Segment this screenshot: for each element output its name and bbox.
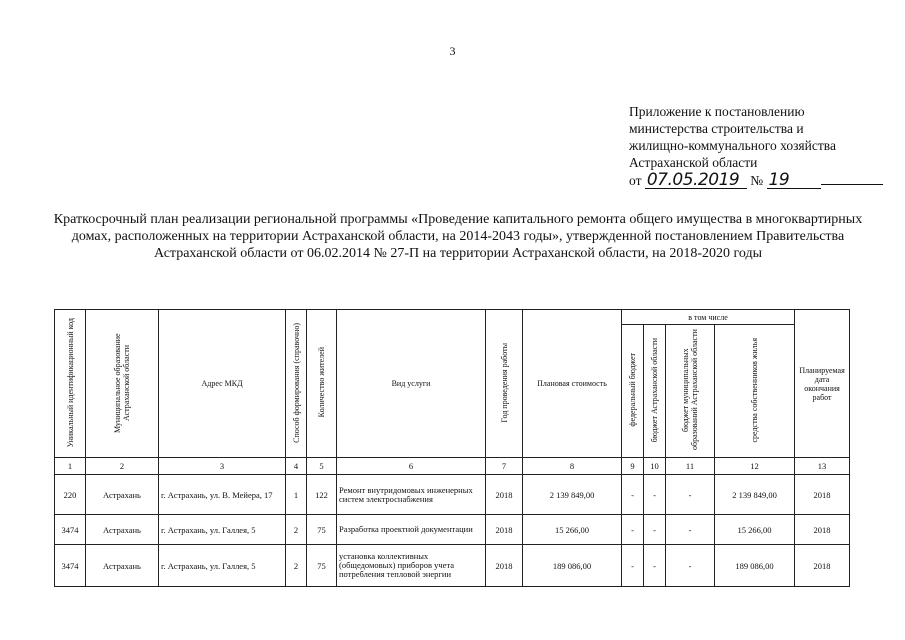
header-municipal-budget: бюджет муниципальных образований Астраханской области [666, 325, 715, 458]
column-number-row [55, 458, 850, 475]
cell-address: г. Астрахань, ул. В. Мейера, 17 [159, 475, 286, 515]
header-owners-funds: средства собственников жилья [715, 325, 795, 458]
header-formation-method: Способ формирования (справочно) [286, 310, 307, 458]
cell-year: 2018 [486, 515, 523, 545]
header-municipality: Муниципальное образование Астраханской области [86, 310, 159, 458]
cell-service: Ремонт внутридомовых инженерных систем электроснабжения [337, 475, 486, 515]
header-planned-cost: Плановая стоимость [523, 310, 622, 458]
cell-year: 2018 [486, 475, 523, 515]
cell-regional: - [644, 475, 666, 515]
cell-service: Разработка проектной документации [337, 515, 486, 545]
cell-residents: 75 [307, 515, 337, 545]
plan-table [54, 309, 850, 587]
cell-method: 1 [286, 475, 307, 515]
cell-service: установка коллективных (общедомовых) приборов учета потребления тепловой энергии [337, 545, 486, 587]
appendix-line: Приложение к постановлению [629, 104, 805, 119]
column-number: 3 [159, 458, 286, 475]
cell-id: 3474 [55, 545, 86, 587]
table-row [55, 545, 850, 587]
approval-row [629, 171, 879, 189]
cell-regional: - [644, 545, 666, 587]
header-service: Вид услуги [337, 310, 486, 458]
cell-id: 3474 [55, 515, 86, 545]
header-federal-budget: федеральный бюджет [622, 325, 644, 458]
cell-municipality: Астрахань [86, 475, 159, 515]
appendix-line: жилищно-коммунального хозяйства [629, 138, 836, 153]
header-row [55, 310, 850, 325]
cell-id: 220 [55, 475, 86, 515]
column-number: 4 [286, 458, 307, 475]
cell-owners: 189 086,00 [715, 545, 795, 587]
document-title: Краткосрочный план реализации региональной программы «Проведение капитального ремонта общего имущества в многоквартирных домах, расположенных на территории Астраханской области, на 2014-2043 годы», утвержденной постановлением Правительства Астраханской области от 06.02.2014 № 27-П на территории Астраханской области, на 2018-2020 годы [53, 212, 863, 261]
cell-residents: 122 [307, 475, 337, 515]
cell-end: 2018 [795, 475, 850, 515]
header-work-year: Год проведения работы [486, 310, 523, 458]
number-label: № [750, 173, 764, 188]
header-address: Адрес МКД [159, 310, 286, 458]
column-number: 6 [337, 458, 486, 475]
appendix-block [629, 103, 879, 189]
cell-cost: 15 266,00 [523, 515, 622, 545]
table-row [55, 515, 850, 545]
cell-cost: 189 086,00 [523, 545, 622, 587]
header-residents: Количество жителей [307, 310, 337, 458]
cell-municipality: Астрахань [86, 545, 159, 587]
column-number: 1 [55, 458, 86, 475]
cell-owners: 2 139 849,00 [715, 475, 795, 515]
cell-method: 2 [286, 515, 307, 545]
cell-method: 2 [286, 545, 307, 587]
cell-federal: - [622, 545, 644, 587]
cell-municipal: - [666, 515, 715, 545]
column-number: 8 [523, 458, 622, 475]
column-number: 7 [486, 458, 523, 475]
cell-cost: 2 139 849,00 [523, 475, 622, 515]
cell-owners: 15 266,00 [715, 515, 795, 545]
cell-regional: - [644, 515, 666, 545]
cell-address: г. Астрахань, ул. Галлея, 5 [159, 515, 286, 545]
page-number: 3 [449, 44, 456, 58]
cell-federal: - [622, 515, 644, 545]
column-number: 11 [666, 458, 715, 475]
cell-end: 2018 [795, 545, 850, 587]
column-number: 2 [86, 458, 159, 475]
appendix-line: министерства строительства и [629, 121, 804, 136]
header-regional-budget: бюджет Астраханской области [644, 325, 666, 458]
cell-year: 2018 [486, 545, 523, 587]
from-label: от [629, 173, 642, 188]
header-including: в том числе [622, 310, 795, 325]
cell-address: г. Астрахань, ул. Галлея, 5 [159, 545, 286, 587]
cell-municipal: - [666, 545, 715, 587]
handwritten-date: 07.05.2019 [645, 173, 747, 189]
header-end-date: Планируемая дата окончания работ [795, 310, 850, 458]
column-number: 5 [307, 458, 337, 475]
column-number: 10 [644, 458, 666, 475]
table-row [55, 475, 850, 515]
cell-residents: 75 [307, 545, 337, 587]
cell-federal: - [622, 475, 644, 515]
column-number: 13 [795, 458, 850, 475]
appendix-line: Астраханской области [629, 155, 758, 170]
cell-end: 2018 [795, 515, 850, 545]
column-number: 9 [622, 458, 644, 475]
handwritten-number: 19 [767, 173, 821, 189]
cell-municipal: - [666, 475, 715, 515]
header-id-code: Уникальный идентификационный код [55, 310, 86, 458]
cell-municipality: Астрахань [86, 515, 159, 545]
underline-tail [821, 171, 883, 185]
column-number: 12 [715, 458, 795, 475]
